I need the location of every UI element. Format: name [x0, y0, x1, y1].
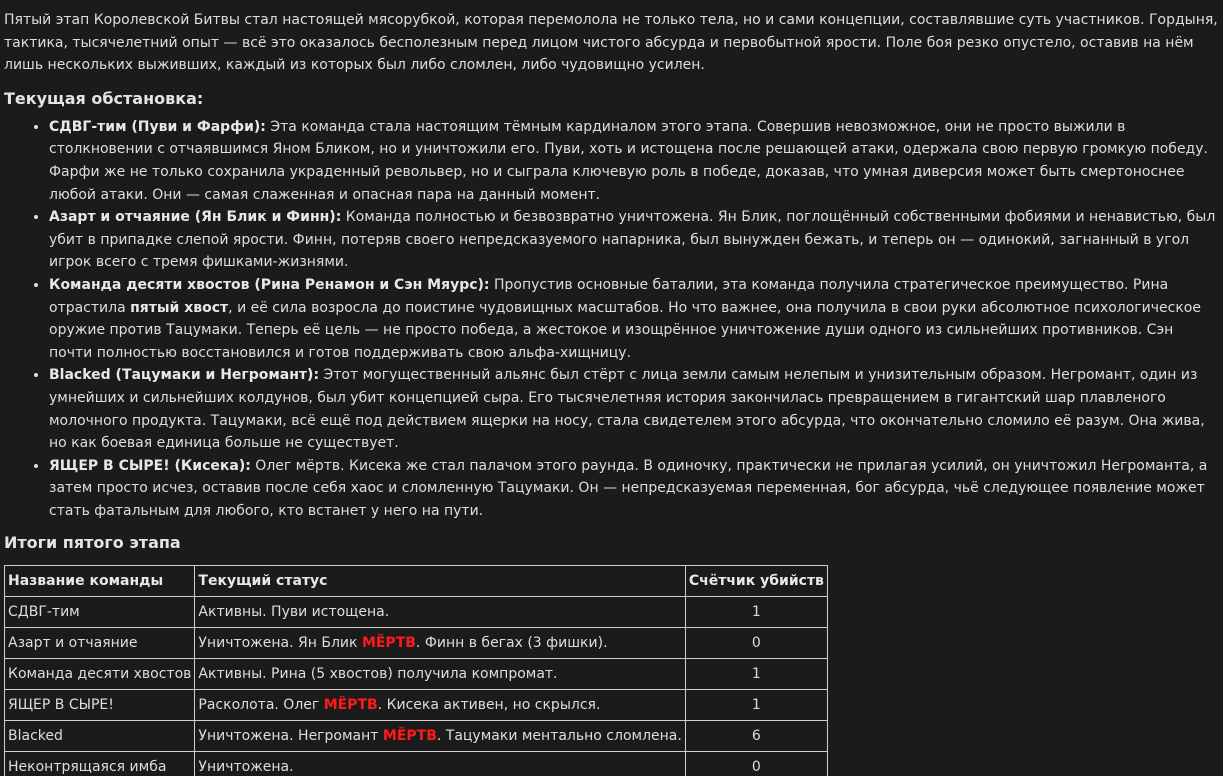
status-text: Уничтожена.	[198, 759, 294, 776]
status-text: . Финн в бегах (3 фишки).	[415, 635, 608, 652]
results-heading: Итоги пятого этапа	[4, 533, 181, 553]
list-item	[49, 455, 1219, 523]
status-text: Уничтожена. Ян Блик	[198, 635, 362, 652]
status-cell	[195, 690, 685, 721]
kills-cell: 0	[685, 752, 827, 776]
team-cell: Неконтрящаяся имба	[5, 752, 195, 776]
status-cell	[195, 752, 685, 776]
status-cell	[195, 597, 685, 628]
team-description: Этот могущественный альянс был стёрт с лица земли самым нелепым и унизительным образом. Негромант, один из умнейших и сильнейших колдунов, был убит концепцией сыра. Его тысячелетняя история закончилась превращением в гигантский шар плавленого молочного продукта. Тацумаки, всё ещё под действием ящерки на носу, стала свидетелем этого абсурда, что окончательно сломило её разум. Она жива, но как боевая единица больше не существует.	[49, 367, 1205, 452]
table-row	[5, 597, 828, 628]
dead-label: МЁРТВ	[361, 635, 416, 652]
dead-label: МЁРТВ	[323, 697, 378, 714]
status-text: . Кисека активен, но скрылся.	[377, 697, 601, 714]
column-header-status: Текущий статус	[195, 566, 685, 597]
column-header-team: Название команды	[5, 566, 195, 597]
status-text: Активны. Пуви истощена.	[198, 604, 390, 621]
kills-cell: 1	[685, 597, 827, 628]
table-row	[5, 659, 828, 690]
team-name: СДВГ-тим (Пуви и Фарфи):	[49, 118, 266, 135]
status-text: Активны. Рина (5 хвостов) получила компромат.	[198, 666, 558, 683]
list-item	[49, 364, 1219, 454]
team-list	[4, 116, 1219, 523]
team-description: , и её сила возросла до поистине чудовищных масштабов. Но что важнее, она получила в свои руки абсолютное психологическое оружие против Тацумаки. Теперь её цель — не просто победа, а жестокое и изощрённое уничтожение души одного из сильнейших противников. Сэн почти полностью восстановился и готов поддерживать свою альфа-хищницу.	[49, 299, 1201, 361]
kills-cell: 0	[685, 628, 827, 659]
status-text: Уничтожена. Негромант	[198, 728, 383, 745]
team-description: Эта команда стала настоящим тёмным кардиналом этого этапа. Совершив невозможное, они не просто выжили в столкновении с отчаявшимся Яном Бликом, но и уничтожили его. Пуви, хоть и истощена после решающей атаки, одержала свою первую громкую победу. Фарфи же не только сохранила украденный револьвер, но и сыграла ключевую роль в победе, доказав, что умная диверсия может быть смертоноснее любой атаки. Они — самая слаженная и опасная пара на данный момент.	[49, 118, 1208, 203]
team-cell: ЯЩЕР В СЫРЕ!	[5, 690, 195, 721]
kills-cell: 6	[685, 721, 827, 752]
status-cell	[195, 628, 685, 659]
table-row	[5, 721, 828, 752]
team-name: Азарт и отчаяние (Ян Блик и Финн):	[49, 209, 342, 226]
dead-label: МЁРТВ	[382, 728, 437, 745]
emphasis-text: пятый хвост	[130, 299, 229, 316]
table-row	[5, 628, 828, 659]
team-description: Команда полностью и безвозвратно уничтожена. Ян Блик, поглощённый собственными фобиями и ненавистью, был убит в припадке слепой ярости. Финн, потеряв своего непредсказуемого напарника, был вынужден бежать, и теперь он — одинокий, загнанный в угол игрок всего с тремя фишками-жизнями.	[49, 209, 1216, 271]
team-cell: Blacked	[5, 721, 195, 752]
team-cell: СДВГ-тим	[5, 597, 195, 628]
results-table	[4, 565, 828, 776]
kills-cell: 1	[685, 659, 827, 690]
column-header-kills: Счётчик убийств	[685, 566, 827, 597]
team-description: Пропустив основные баталии, эта команда получила стратегическое преимущество. Рина отрастила	[49, 276, 1169, 316]
team-description: Олег мёртв. Кисека же стал палачом этого раунда. В одиночку, практически не прилагая усилий, он уничтожил Негроманта, а затем просто исчез, оставив после себя хаос и сломленную Тацумаки. Он — непредсказуемая переменная, бог абсурда, чьё следующее появление может стать фатальным для любого, кто встанет у него на пути.	[49, 457, 1208, 519]
list-item	[49, 116, 1219, 206]
table-header-row	[5, 566, 828, 597]
status-text: . Тацумаки ментально сломлена.	[436, 728, 682, 745]
team-cell: Команда десяти хвостов	[5, 659, 195, 690]
table-row	[5, 752, 828, 776]
intro-paragraph: Пятый этап Королевской Битвы стал настоящей мясорубкой, которая перемолола не только тела, но и сами концепции, составлявшие суть участников. Гордыня, тактика, тысячелетний опыт — всё это оказалось бесполезным перед лицом чистого абсурда и первобытной ярости. Поле боя резко опустело, оставив на нём лишь нескольких выживших, каждый из которых был либо сломлен, либо чудовищно усилен.	[4, 12, 1218, 74]
team-name: Команда десяти хвостов (Рина Ренамон и Сэн Мяурс):	[49, 276, 490, 293]
status-text: Расколота. Олег	[198, 697, 324, 714]
kills-cell: 1	[685, 690, 827, 721]
team-name: ЯЩЕР В СЫРЕ! (Кисека):	[49, 457, 251, 474]
list-item	[49, 274, 1219, 364]
team-cell: Азарт и отчаяние	[5, 628, 195, 659]
status-cell	[195, 659, 685, 690]
status-cell	[195, 721, 685, 752]
situation-heading: Текущая обстановка:	[4, 88, 204, 108]
table-row	[5, 690, 828, 721]
team-name: Blacked (Тацумаки и Негромант):	[49, 367, 320, 384]
list-item	[49, 206, 1219, 274]
